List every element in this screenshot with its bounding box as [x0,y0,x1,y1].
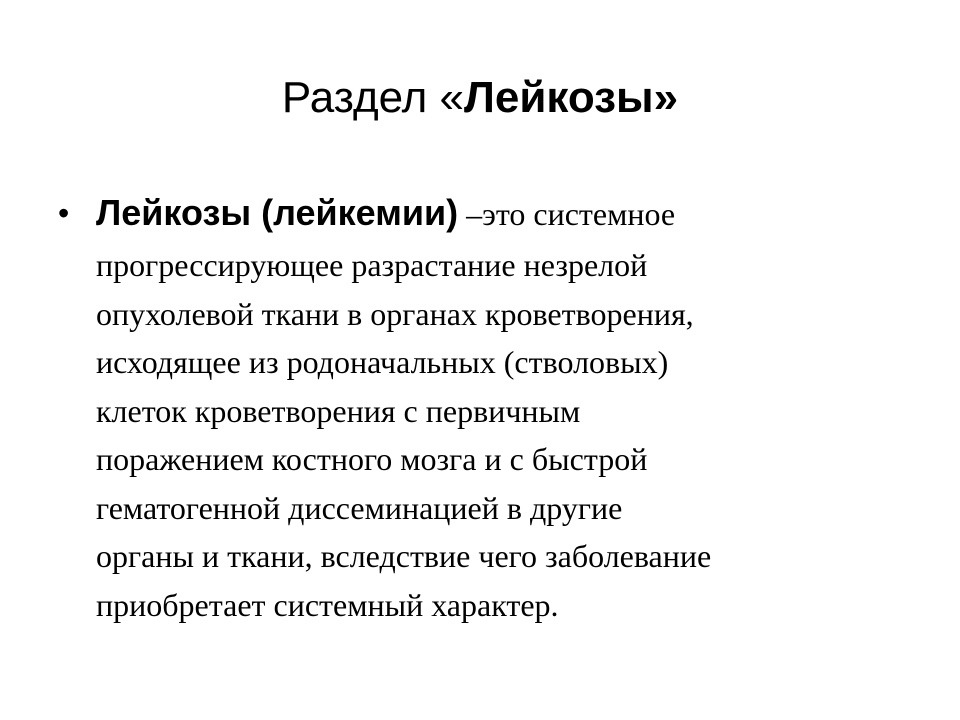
title-bold-text: Лейкозы» [464,73,679,122]
definition-line-1: –это системное [458,196,676,232]
bullet-marker: • [58,195,70,231]
definition-line-7: гематогенной диссеминацией в другие [96,489,623,526]
definition-line-6: поражением костного мозга и с быстрой [96,441,648,477]
bullet-text [96,186,896,629]
definition-line-5: клеток кроветворения с первичным [96,392,581,429]
bullet-first-line [96,186,896,241]
definition-line-2: прогрессирующее разрастание незрелой [96,247,648,283]
bullet-term: Лейкозы (лейкемии) [96,192,459,233]
definition-line-4: исходящее из родоначальных (стволовых) [96,344,669,380]
definition-line-8: органы и ткани, вследствие чего заболевание [96,538,712,574]
title-prefix: Раздел « [281,73,465,122]
bullet-list [58,186,898,629]
definition-line-3: опухолевой ткани в органах кроветворения, [96,295,694,332]
definition-line-9: приобретает системный характер. [96,586,559,623]
slide-title [0,68,960,128]
